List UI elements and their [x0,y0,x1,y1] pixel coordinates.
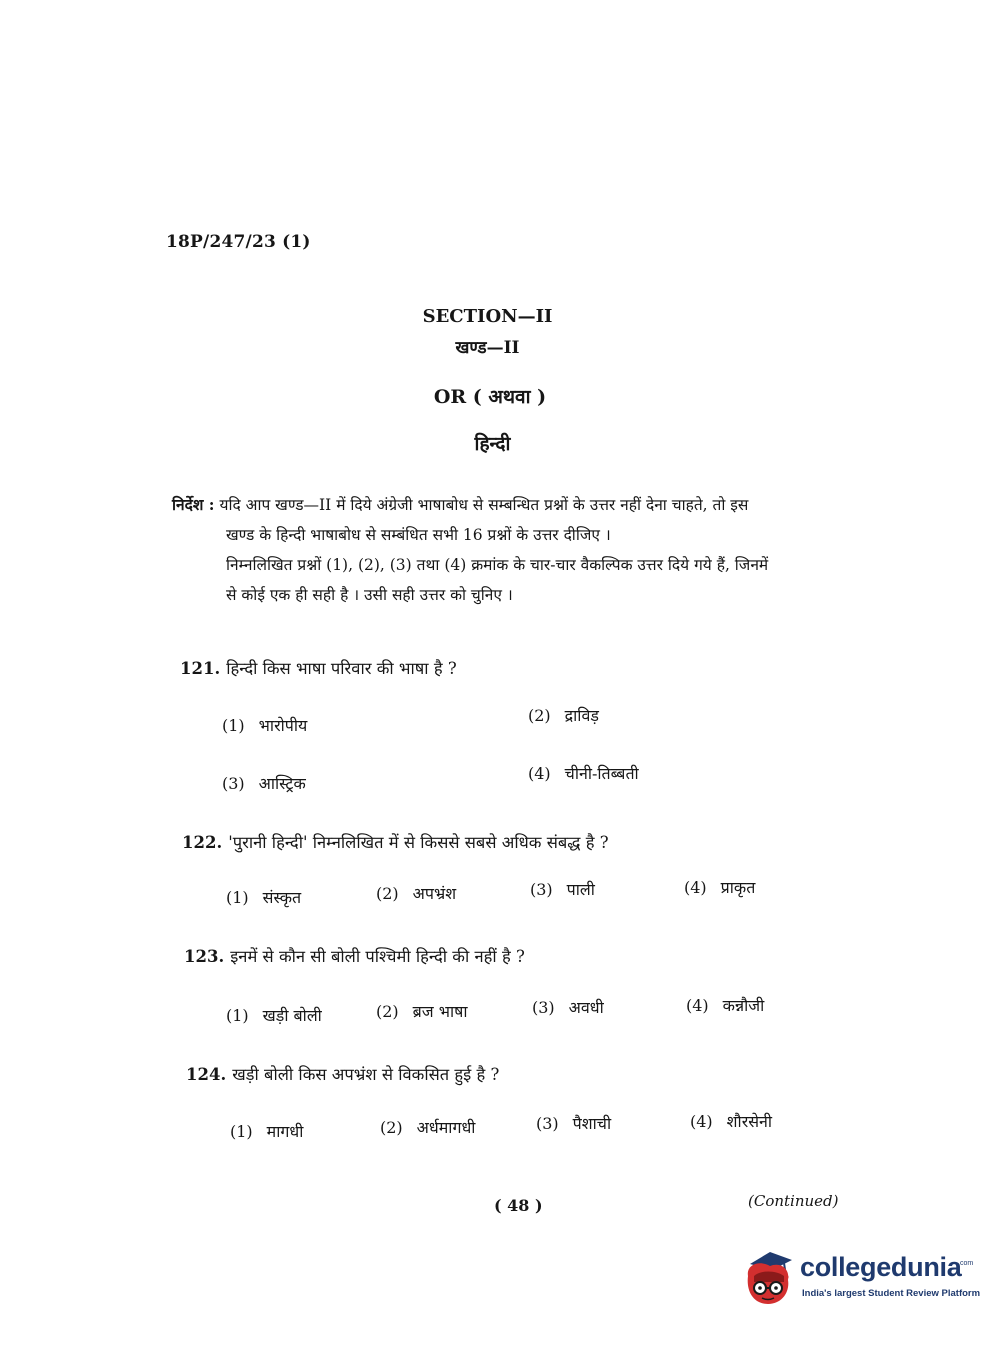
option [230,1120,303,1142]
question-text: इनमें से कौन सी बोली पश्चिमी हिन्दी की नहीं है ? [230,947,525,966]
option [376,1000,468,1022]
option-text: ब्रज भाषा [412,1002,468,1021]
student-mascot-icon [740,1246,798,1310]
option-text: पैशाची [572,1114,612,1133]
instructions [172,490,832,610]
instructions-line-3: निम्नलिखित प्रश्नों (1), (2), (3) तथा (4) क्रमांक के चार-चार वैकल्पिक उत्तर दिये गये हैं, जिनमें [226,556,769,574]
option-text: अर्धमागधी [416,1118,476,1137]
instructions-line-2: खण्ड के हिन्दी भाषाबोध से सम्बंधित सभी 16 प्रश्नों के उत्तर दीजिए । [226,526,611,544]
option-number: (3) [222,774,245,793]
option-number: (3) [536,1114,559,1133]
option-number: (1) [222,716,245,735]
option [528,704,599,726]
continued-label: (Continued) [748,1192,839,1210]
question-number: 122. [182,833,223,852]
instructions-line-4: से कोई एक ही सही है । उसी सही उत्तर को चुनिए । [226,586,513,604]
option-number: (3) [530,880,553,899]
page-number: ( 48 ) [494,1196,543,1215]
option [536,1112,611,1134]
option-number: (4) [528,764,551,783]
option [226,886,301,908]
option-text: अपभ्रंश [412,884,457,903]
option-number: (1) [226,1006,249,1025]
option-text: आस्ट्रिक [258,774,306,793]
option-text: खड़ी बोली [262,1006,322,1025]
question-124 [186,1062,499,1085]
option [684,876,755,898]
option [528,762,639,784]
option-text: भारोपीय [258,716,308,735]
option-number: (4) [686,996,709,1015]
option-number: (2) [376,884,399,903]
paper-code: 18P/247/23 (1) [166,232,311,252]
option-text: प्राकृत [720,878,756,897]
section-title: SECTION—II [422,306,553,327]
question-text: हिन्दी किस भाषा परिवार की भाषा है ? [226,659,457,678]
collegedunia-watermark [740,1246,981,1310]
option-number: (1) [226,888,249,907]
option-text: संस्कृत [262,888,302,907]
option [380,1116,475,1138]
option-number: (4) [690,1112,713,1131]
question-number: 121. [180,659,221,678]
option-number: (1) [230,1122,253,1141]
option [222,772,306,794]
option-text: पाली [566,880,595,899]
option [222,714,307,736]
question-121 [180,656,457,679]
brand-tagline: India's largest Student Review Platform [802,1288,981,1299]
question-text: खड़ी बोली किस अपभ्रंश से विकसित हुई है ? [232,1065,500,1084]
option [530,878,595,900]
option-number: (2) [376,1002,399,1021]
option-text: अवधी [568,998,604,1017]
option [532,996,604,1018]
question-number: 124. [186,1065,227,1084]
option [690,1110,772,1132]
option [376,882,456,904]
option-number: (3) [532,998,555,1017]
question-text: 'पुरानी हिन्दी' निम्नलिखित में से किससे सबसे अधिक संबद्ध है ? [228,833,609,852]
or-label: OR ( अथवा ) [433,386,547,408]
instructions-label: निर्देश : [172,495,215,514]
brand-domain: .com [958,1260,974,1267]
question-number: 123. [184,947,225,966]
option [226,1004,322,1026]
option-number: (4) [684,878,707,897]
option-text: शौरसेनी [726,1112,773,1131]
section-hindi-title: खण्ड—II [455,338,520,358]
option-text: चीनी-तिब्बती [564,764,639,783]
option-text: मागधी [266,1122,304,1141]
option-text: कन्नौजी [722,996,765,1015]
subject-title: हिन्दी [474,433,511,455]
option-number: (2) [528,706,551,725]
option [686,994,764,1016]
instructions-line-1: यदि आप खण्ड—II में दिये अंग्रेजी भाषाबोध से सम्बन्धित प्रश्नों के उत्तर नहीं देना चाहते, तो इस [219,496,749,514]
option-number: (2) [380,1118,403,1137]
question-123 [184,944,525,967]
question-122 [182,830,609,853]
option-text: द्राविड़ [564,706,599,725]
brand-name: collegedunia [800,1252,962,1282]
